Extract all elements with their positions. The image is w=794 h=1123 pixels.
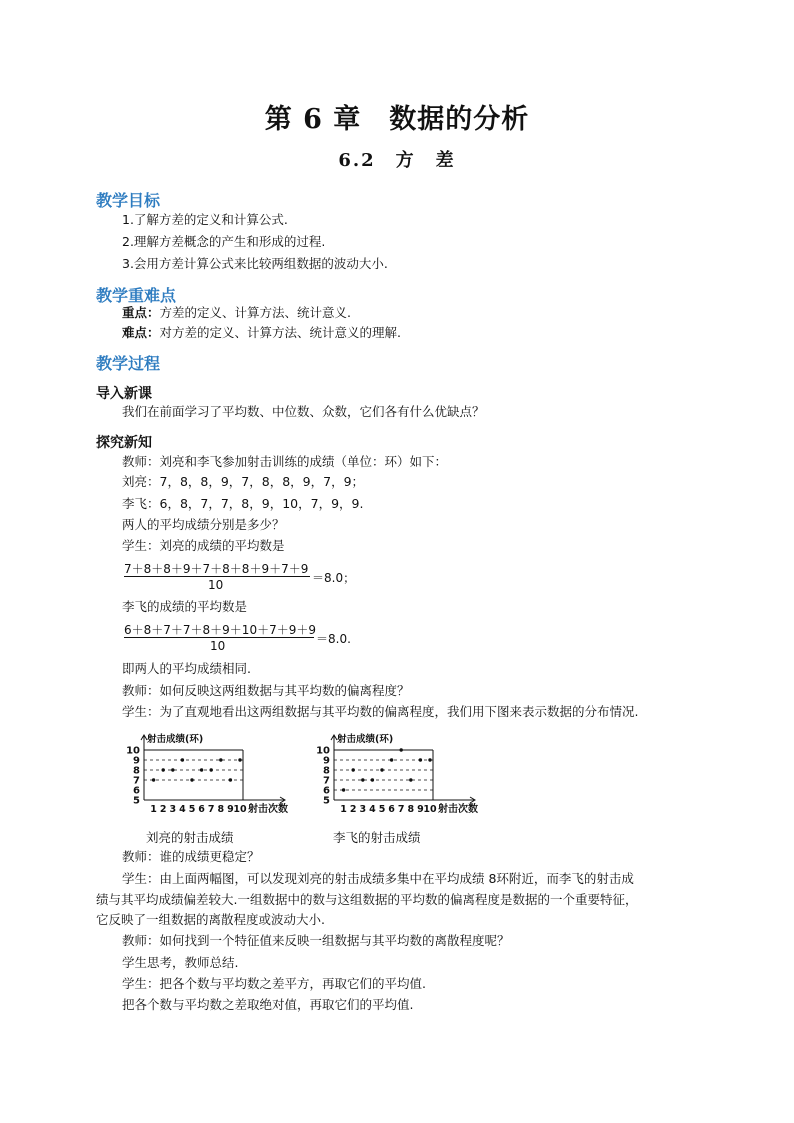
y-tick-label: 5 xyxy=(323,795,330,807)
intro-text: 我们在前面学习了平均数、中位数、众数，它们各有什么优缺点？ xyxy=(122,404,485,419)
x-tick-label: 5 xyxy=(378,804,386,815)
data-point xyxy=(380,768,383,771)
x-tick-label: 7 xyxy=(207,804,215,815)
explore-line: 两人的平均成绩分别是多少？ xyxy=(122,517,285,532)
x-tick-label: 8 xyxy=(217,804,225,815)
difficulty-label: 难点： xyxy=(122,325,160,340)
fraction-result: ＝8.0； xyxy=(312,571,356,585)
explore-heading: 探究新知 xyxy=(96,435,152,451)
data-point xyxy=(390,758,393,761)
data-point xyxy=(162,768,165,771)
x-tick-label: 10 xyxy=(423,804,437,815)
key-point-line xyxy=(122,305,351,321)
data-point xyxy=(229,778,232,781)
after-line: 即两人的平均成绩相同. xyxy=(122,661,251,676)
y-tick-label: 9 xyxy=(323,755,330,767)
x-tick-label: 4 xyxy=(179,804,186,815)
explore-line: 刘亮：7，8，8，9，7，8，8，9，7，9； xyxy=(122,474,365,489)
objectives-heading: 教学目标 xyxy=(96,191,161,210)
data-point xyxy=(190,778,193,781)
x-tick-label: 8 xyxy=(407,804,415,815)
fraction-denominator: 10 xyxy=(208,578,224,592)
x-tick-label: 1 xyxy=(150,804,157,815)
objective-item: 1.了解方差的定义和计算公式. xyxy=(122,212,288,227)
y-axis-label: 射击成绩(环) xyxy=(337,734,394,745)
explore-line: 教师：刘亮和李飞参加射击训练的成绩（单位：环）如下： xyxy=(122,454,448,469)
y-tick-label: 9 xyxy=(133,755,140,767)
fraction-bar xyxy=(124,576,310,577)
section-title: 6.2 方 差 xyxy=(338,150,456,171)
liuliang-scatter-chart xyxy=(118,730,308,818)
y-tick-label: 8 xyxy=(133,765,140,777)
x-tick-label: 9 xyxy=(417,804,424,815)
final-line: 教师：如何找到一个特征值来反映一组数据与其平均数的离散程度呢？ xyxy=(122,933,510,948)
x-tick-label: 10 xyxy=(233,804,247,815)
data-point xyxy=(171,768,174,771)
data-point xyxy=(210,768,213,771)
difficulty-text: 对方差的定义、计算方法、统计意义的理解. xyxy=(159,325,401,340)
y-tick-label: 6 xyxy=(323,785,330,797)
data-point xyxy=(371,778,374,781)
data-point xyxy=(200,768,203,771)
intro-heading: 导入新课 xyxy=(96,386,152,402)
x-axis-label: 射击次数 xyxy=(438,804,478,815)
lifei-scatter-chart xyxy=(308,730,498,818)
fraction-numerator: 6＋8＋7＋7＋8＋9＋10＋7＋9＋9 xyxy=(124,623,316,637)
caption-liuliang: 刘亮的射击成绩 xyxy=(146,830,234,845)
explore-line: 李飞：6，8，7，7，8，9，10，7，9，9. xyxy=(122,496,364,511)
data-point xyxy=(181,758,184,761)
after-line: 教师：如何反映这两组数据与其平均数的偏离程度？ xyxy=(122,683,410,698)
key-label: 重点： xyxy=(122,305,160,320)
y-tick-label: 10 xyxy=(316,745,330,757)
student-answer-line: 学生：由上面两幅图，可以发现刘亮的射击成绩多集中在平均成绩 8环附近，而李飞的射击成 xyxy=(122,871,634,886)
key-text: 方差的定义、计算方法、统计意义. xyxy=(159,305,351,320)
y-tick-label: 6 xyxy=(133,785,140,797)
fraction-bar xyxy=(124,637,314,638)
y-tick-label: 7 xyxy=(323,775,330,787)
objective-item: 2.理解方差概念的产生和形成的过程. xyxy=(122,234,326,249)
data-point xyxy=(342,788,345,791)
data-point xyxy=(219,758,222,761)
student-answer-line: 它反映了一组数据的离散程度或波动大小. xyxy=(96,912,325,927)
y-tick-label: 5 xyxy=(133,795,140,807)
y-axis-label: 射击成绩(环) xyxy=(147,734,204,745)
data-point xyxy=(238,758,241,761)
fraction-result: ＝8.0. xyxy=(316,632,351,646)
data-point xyxy=(419,758,422,761)
data-point xyxy=(361,778,364,781)
x-tick-label: 2 xyxy=(159,804,167,815)
x-axis-label: 射击次数 xyxy=(248,804,288,815)
caption-lifei: 李飞的射击成绩 xyxy=(333,830,421,845)
x-tick-label: 4 xyxy=(369,804,376,815)
data-point xyxy=(409,778,412,781)
x-tick-label: 5 xyxy=(188,804,196,815)
fraction-numerator: 7＋8＋8＋9＋7＋8＋8＋9＋7＋9 xyxy=(124,562,309,576)
x-tick-label: 3 xyxy=(169,804,177,815)
student-answer-line: 绩与其平均成绩偏差较大.一组数据中的数与这组数据的平均数的偏离程度是数据的一个重要特征， xyxy=(96,892,638,907)
chapter-title: 第 6 章 数据的分析 xyxy=(264,104,530,135)
teacher-question: 教师：谁的成绩更稳定？ xyxy=(122,849,260,864)
final-line: 把各个数与平均数之差取绝对值，再取它们的平均值. xyxy=(122,997,414,1012)
key-points-heading: 教学重难点 xyxy=(96,286,177,305)
explore-line: 学生：刘亮的成绩的平均数是 xyxy=(122,538,285,553)
x-tick-label: 6 xyxy=(388,804,395,815)
data-point xyxy=(428,758,431,761)
final-line: 学生：把各个数与平均数之差平方，再取它们的平均值. xyxy=(122,976,426,991)
difficulty-line xyxy=(122,325,401,341)
fraction-denominator: 10 xyxy=(210,639,226,653)
after-line: 学生：为了直观地看出这两组数据与其平均数的偏离程度，我们用下图来表示数据的分布情况. xyxy=(122,704,639,719)
x-tick-label: 3 xyxy=(359,804,367,815)
y-tick-label: 7 xyxy=(133,775,140,787)
x-tick-label: 6 xyxy=(198,804,205,815)
x-tick-label: 7 xyxy=(397,804,405,815)
x-tick-label: 1 xyxy=(340,804,347,815)
data-point xyxy=(352,768,355,771)
x-tick-label: 2 xyxy=(349,804,357,815)
data-point xyxy=(152,778,155,781)
y-tick-label: 10 xyxy=(126,745,140,757)
data-point xyxy=(400,748,403,751)
process-heading: 教学过程 xyxy=(96,354,161,373)
li-average-line: 李飞的成绩的平均数是 xyxy=(122,599,248,614)
objective-item: 3.会用方差计算公式来比较两组数据的波动大小. xyxy=(122,256,388,271)
y-tick-label: 8 xyxy=(323,765,330,777)
x-tick-label: 9 xyxy=(227,804,234,815)
final-line: 学生思考，教师总结. xyxy=(122,955,239,970)
